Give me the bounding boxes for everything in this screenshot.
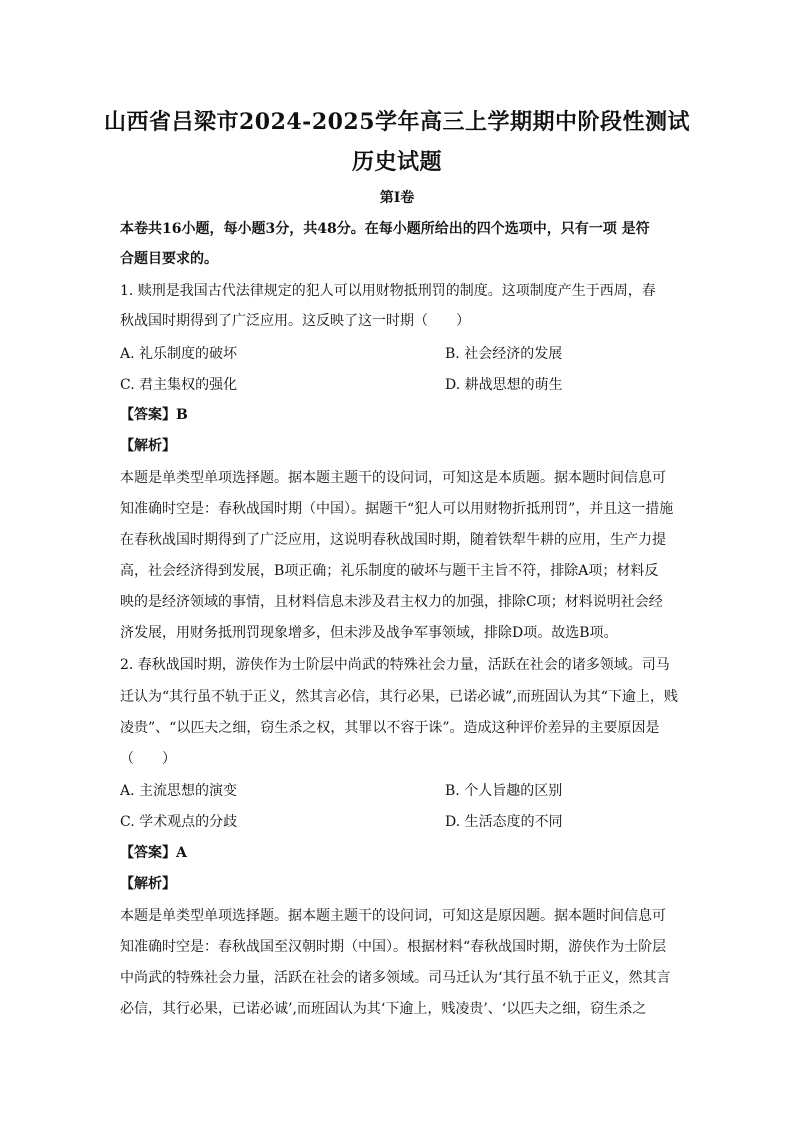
q2-answer: 【答案】A: [120, 845, 187, 861]
q1-option-d: D. 耕战思想的萌生: [445, 377, 563, 393]
q2-option-b: B. 个人旨趣的区别: [445, 783, 563, 799]
q1-analysis-line-4: 高，社会经济得到发展，B项正确；礼乐制度的破坏与题干主旨不符，排除A项；材料反: [120, 563, 659, 579]
q2-option-a: A. 主流思想的演变: [120, 783, 238, 799]
q2-analysis-line-3: 中尚武的特殊社会力量，活跃在社会的诸多领域。司马迁认为‘其行虽不轨于正义，然其言: [120, 970, 671, 986]
q2-stem-line-4: （ ）: [120, 751, 176, 767]
q1-answer: 【答案】B: [120, 407, 188, 423]
instructions-line-1: 本卷共16小题，每小题3分，共48分。在每小题所给出的四个选项中，只有一项 是符: [120, 221, 650, 237]
q1-analysis-line-6: 济发展，用财务抵刑罚现象增多，但未涉及战争军事领域，排除D项。故选B项。: [120, 625, 618, 641]
instructions-line-2: 合题目要求的。: [120, 251, 218, 267]
q1-option-a: A. 礼乐制度的破坏: [120, 346, 238, 362]
q2-stem-line-2: 迁认为“其行虽不轨于正义，然其言必信，其行必果，已诺必诚”,而班固认为其“下逾上，贱: [120, 689, 678, 705]
part-heading: 第I卷: [379, 190, 415, 206]
q1-analysis-line-3: 在春秋战国时期得到了广泛应用，这说明春秋战国时期，随着铁犁牛耕的应用，生产力提: [120, 532, 666, 548]
q1-stem-line-1: 1. 赎刑是我国古代法律规定的犯人可以用财物抵刑罚的制度。这项制度产生于西周，春: [120, 283, 656, 299]
document-subtitle: 历史试题: [351, 149, 442, 175]
q2-analysis-line-1: 本题是单类型单项选择题。据本题主题干的设问词，可知这是原因题。据本题时间信息可: [120, 908, 666, 924]
q2-analysis-label: 【解析】: [120, 876, 176, 892]
q1-stem-line-2: 秋战国时期得到了广泛应用。这反映了这一时期（ ）: [120, 313, 470, 329]
q2-analysis-line-2: 知准确时空是：春秋战国至汉朝时期（中国）。根据材料“春秋战国时期，游侠作为士阶层: [120, 939, 667, 955]
q1-analysis-line-5: 映的是经济领域的事情，且材料信息未涉及君主权力的加强，排除C项；材料说明社会经: [120, 594, 663, 610]
q2-stem-line-3: 凌贵”、“以匹夫之细，窃生杀之权，其罪以不容于诛”。造成这种评价差异的主要原因是: [120, 720, 660, 736]
q1-analysis-line-1: 本题是单类型单项选择题。据本题主题干的设问词，可知这是本质题。据本题时间信息可: [120, 470, 666, 486]
q2-option-c: C. 学术观点的分歧: [120, 814, 238, 830]
q1-option-c: C. 君主集权的强化: [120, 377, 238, 393]
q2-stem-line-1: 2. 春秋战国时期，游侠作为士阶层中尚武的特殊社会力量，活跃在社会的诸多领域。司马: [120, 657, 670, 673]
q1-analysis-label: 【解析】: [120, 438, 176, 454]
q2-analysis-line-4: 必信，其行必果，已诺必诚’,而班固认为其‘下逾上，贱凌贵’、‘以匹夫之细，窃生杀之: [120, 1001, 647, 1017]
q1-option-b: B. 社会经济的发展: [445, 346, 563, 362]
q2-option-d: D. 生活态度的不同: [445, 814, 563, 830]
document-title: 山西省吕梁市2024-2025学年高三上学期期中阶段性测试: [103, 109, 691, 135]
q1-analysis-line-2: 知准确时空是：春秋战国时期（中国）。据题干“犯人可以用财物折抵刑罚”，并且这一措施: [120, 501, 674, 517]
